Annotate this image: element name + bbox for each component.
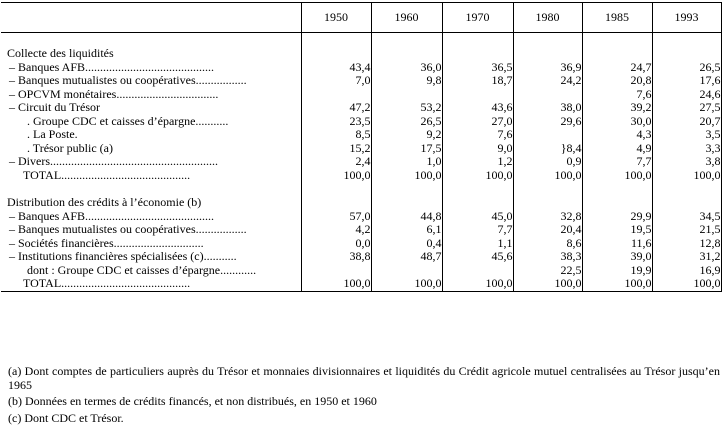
row-label-dots: ................. xyxy=(195,74,247,87)
row-label-dots: .............................. xyxy=(113,236,204,250)
spacer-cell xyxy=(513,33,582,48)
value-cell: 39,0 xyxy=(582,250,652,264)
value-cell: 7,6 xyxy=(582,88,652,102)
empty-cell xyxy=(371,196,442,210)
row-label-text: – Divers xyxy=(9,155,50,168)
value-cell: 4,3 xyxy=(582,128,652,142)
row-label-text: TOTAL xyxy=(23,277,62,290)
row-label-text: – Sociétés financières xyxy=(9,236,114,250)
value-cell: 38,8 xyxy=(301,250,371,264)
value-cell: 20,8 xyxy=(582,74,652,88)
value-cell: 100,0 xyxy=(442,277,513,291)
table-row xyxy=(1,250,721,264)
row-label-text: TOTAL xyxy=(23,168,62,182)
row-label-text: dont : Groupe CDC et caisses d’épargne xyxy=(27,263,221,277)
value-cell: 4,9 xyxy=(582,142,652,156)
row-label-dots: ........................................... xyxy=(61,168,191,182)
value-cell: 100,0 xyxy=(371,277,442,291)
value-cell: 23,5 xyxy=(301,115,371,129)
value-cell: 100,0 xyxy=(301,277,371,291)
row-label-text: . Trésor public (a) xyxy=(27,141,113,155)
value-cell: 39,2 xyxy=(582,101,652,115)
row-label xyxy=(1,142,301,156)
row-label-dots: ........... xyxy=(195,114,229,128)
empty-cell xyxy=(301,196,371,210)
value-cell: 21,5 xyxy=(652,223,721,237)
table-row xyxy=(1,142,721,156)
value-cell: 36,0 xyxy=(371,61,442,75)
row-label-dots: ........................................... xyxy=(61,277,191,290)
value-cell: 47,2 xyxy=(301,101,371,115)
year-header: 1970 xyxy=(442,3,513,33)
value-cell: 100,0 xyxy=(301,169,371,183)
value-cell: 27,0 xyxy=(442,115,513,129)
value-cell: 29,9 xyxy=(582,210,652,224)
value-cell: 17,6 xyxy=(652,74,721,88)
empty-cell xyxy=(582,196,652,210)
value-cell: 11,6 xyxy=(582,237,652,251)
value-cell xyxy=(513,128,582,142)
table-row xyxy=(1,210,721,224)
row-label-text: . La Poste xyxy=(27,128,75,141)
value-cell: 100,0 xyxy=(652,169,721,183)
year-header: 1960 xyxy=(371,3,442,33)
value-cell xyxy=(371,88,442,102)
row-label-dots: ............ xyxy=(220,263,257,277)
section-title-row xyxy=(1,196,721,210)
value-cell: 36,5 xyxy=(442,61,513,75)
value-cell: 9,8 xyxy=(371,74,442,88)
value-cell: 48,7 xyxy=(371,250,442,264)
value-cell: 7,7 xyxy=(582,155,652,169)
value-cell: 0,9 xyxy=(513,155,582,169)
spacer-cell xyxy=(371,33,442,48)
value-cell: 3,5 xyxy=(652,128,721,142)
table-row xyxy=(1,223,721,237)
liquidity-credit-table xyxy=(1,2,722,292)
value-cell: }8,4 xyxy=(513,142,582,156)
value-cell: 27,5 xyxy=(652,101,721,115)
value-cell: 16,9 xyxy=(652,264,721,278)
spacer-cell xyxy=(652,33,721,48)
value-cell: 24,6 xyxy=(652,88,721,102)
row-label-text: – Banques mutualistes ou coopératives xyxy=(9,74,196,87)
value-cell: 26,5 xyxy=(371,115,442,129)
table-row xyxy=(1,115,721,129)
value-cell: 3,8 xyxy=(652,155,721,169)
value-cell: 7,6 xyxy=(442,128,513,142)
table-row xyxy=(1,155,721,169)
empty-cell xyxy=(582,47,652,61)
row-label-dots: ........... xyxy=(203,250,237,263)
value-cell: 9,2 xyxy=(371,128,442,142)
empty-cell xyxy=(442,196,513,210)
section-title: Distribution des crédits à l’économie (b) xyxy=(1,196,301,210)
row-label xyxy=(1,223,301,237)
value-cell: 100,0 xyxy=(513,277,582,291)
row-label-dots: ........................................... xyxy=(85,209,215,223)
row-label xyxy=(1,210,301,224)
value-cell: 45,0 xyxy=(442,210,513,224)
value-cell: 7,7 xyxy=(442,223,513,237)
value-cell xyxy=(301,264,371,278)
value-cell xyxy=(442,88,513,102)
value-cell: 31,2 xyxy=(652,250,721,264)
value-cell: 0,0 xyxy=(301,237,371,251)
table-body xyxy=(1,33,721,292)
value-cell: 7,0 xyxy=(301,74,371,88)
value-cell: 38,3 xyxy=(513,250,582,264)
value-cell: 100,0 xyxy=(513,169,582,183)
year-header: 1985 xyxy=(582,3,652,33)
empty-cell xyxy=(371,47,442,61)
value-cell: 34,5 xyxy=(652,210,721,224)
row-label-dots: ........................................... xyxy=(85,60,215,74)
row-label-text: – Institutions financières spécialisées (c) xyxy=(9,250,204,263)
value-cell: 15,2 xyxy=(301,142,371,156)
footnote-b: (b) Données en termes de crédits financés, et non distribués, en 1950 et 1960 xyxy=(8,394,377,409)
value-cell: 9,0 xyxy=(442,142,513,156)
spacer-cell xyxy=(442,33,513,48)
row-label xyxy=(1,128,301,142)
value-cell: 8,5 xyxy=(301,128,371,142)
footnote-c: (c) Dont CDC et Trésor. xyxy=(8,410,124,425)
table-row xyxy=(1,237,721,251)
value-cell: 100,0 xyxy=(582,277,652,291)
value-cell: 29,6 xyxy=(513,115,582,129)
value-cell: 20,7 xyxy=(652,115,721,129)
value-cell: 44,8 xyxy=(371,210,442,224)
year-header: 1993 xyxy=(652,3,721,33)
row-label-text: . Groupe CDC et caisses d’épargne xyxy=(27,114,196,128)
spacer-cell xyxy=(652,182,721,196)
value-cell: 1,0 xyxy=(371,155,442,169)
row-label-text: – Circuit du Trésor xyxy=(9,101,101,114)
table-row xyxy=(1,61,721,75)
spacer-cell xyxy=(513,182,582,196)
value-cell xyxy=(301,88,371,102)
value-cell: 3,3 xyxy=(652,142,721,156)
row-label xyxy=(1,115,301,129)
row-label-text: – OPCVM monétaires xyxy=(9,87,117,101)
row-label xyxy=(1,250,301,264)
value-cell: 22,5 xyxy=(513,264,582,278)
table-row xyxy=(1,277,721,291)
row-label-text: – Banques AFB xyxy=(9,209,86,223)
empty-cell xyxy=(652,196,721,210)
value-cell: 100,0 xyxy=(371,169,442,183)
value-cell: 24,7 xyxy=(582,61,652,75)
value-cell: 30,0 xyxy=(582,115,652,129)
value-cell: 1,1 xyxy=(442,237,513,251)
row-label xyxy=(1,74,301,88)
spacer-row xyxy=(1,182,721,196)
empty-cell xyxy=(442,47,513,61)
value-cell: 43,4 xyxy=(301,61,371,75)
value-cell: 19,5 xyxy=(582,223,652,237)
value-cell: 6,1 xyxy=(371,223,442,237)
spacer-cell xyxy=(1,182,301,196)
footnotes xyxy=(8,364,720,427)
row-label-text: – Banques AFB xyxy=(9,60,86,74)
value-cell: 26,5 xyxy=(652,61,721,75)
value-cell: 12,8 xyxy=(652,237,721,251)
row-label-dots: ........................................................ xyxy=(50,155,218,168)
value-cell: 38,0 xyxy=(513,101,582,115)
spacer-cell xyxy=(301,182,371,196)
value-cell: 24,2 xyxy=(513,74,582,88)
row-label xyxy=(1,155,301,169)
section-title-row xyxy=(1,47,721,61)
value-cell: 100,0 xyxy=(652,277,721,291)
table-row xyxy=(1,128,721,142)
empty-cell xyxy=(301,47,371,61)
spacer-cell xyxy=(442,182,513,196)
empty-cell xyxy=(652,47,721,61)
value-cell: 0,4 xyxy=(371,237,442,251)
value-cell: 53,2 xyxy=(371,101,442,115)
row-label-dots: . xyxy=(74,128,78,141)
table-row xyxy=(1,169,721,183)
row-label xyxy=(1,169,301,183)
value-cell: 2,4 xyxy=(301,155,371,169)
spacer-row xyxy=(1,33,721,48)
spacer-cell xyxy=(371,182,442,196)
value-cell: 1,2 xyxy=(442,155,513,169)
header-row xyxy=(1,3,721,33)
table-row xyxy=(1,264,721,278)
value-cell: 20,4 xyxy=(513,223,582,237)
value-cell: 8,6 xyxy=(513,237,582,251)
table-row xyxy=(1,74,721,88)
empty-cell xyxy=(513,196,582,210)
header-label-cell xyxy=(1,3,301,33)
spacer-cell xyxy=(1,33,301,48)
row-label xyxy=(1,264,301,278)
value-cell: 43,6 xyxy=(442,101,513,115)
year-header: 1980 xyxy=(513,3,582,33)
row-label-dots: ................. xyxy=(195,223,247,236)
table-row xyxy=(1,101,721,115)
row-label xyxy=(1,101,301,115)
value-cell: 45,6 xyxy=(442,250,513,264)
value-cell: 19,9 xyxy=(582,264,652,278)
value-cell: 17,5 xyxy=(371,142,442,156)
value-cell: 100,0 xyxy=(442,169,513,183)
spacer-cell xyxy=(582,182,652,196)
row-label xyxy=(1,88,301,102)
value-cell: 18,7 xyxy=(442,74,513,88)
value-cell: 57,0 xyxy=(301,210,371,224)
year-header: 1950 xyxy=(301,3,371,33)
row-label xyxy=(1,61,301,75)
value-cell xyxy=(513,88,582,102)
row-label-dots: .................................. xyxy=(116,87,219,101)
row-label-text: – Banques mutualistes ou coopératives xyxy=(9,223,196,236)
row-label xyxy=(1,237,301,251)
value-cell: 100,0 xyxy=(582,169,652,183)
value-cell xyxy=(442,264,513,278)
value-cell: 32,8 xyxy=(513,210,582,224)
value-cell: 4,2 xyxy=(301,223,371,237)
footnote-a: (a) Dont comptes de particuliers auprès du Trésor et monnaies divisionnaires et liquidités du Crédit agricole mutuel centralisées au Trésor jusqu’en 1965 xyxy=(8,364,720,393)
section-title: Collecte des liquidités xyxy=(1,47,301,61)
value-cell xyxy=(371,264,442,278)
spacer-cell xyxy=(301,33,371,48)
spacer-cell xyxy=(582,33,652,48)
empty-cell xyxy=(513,47,582,61)
row-label xyxy=(1,277,301,291)
table-row xyxy=(1,88,721,102)
value-cell: 36,9 xyxy=(513,61,582,75)
